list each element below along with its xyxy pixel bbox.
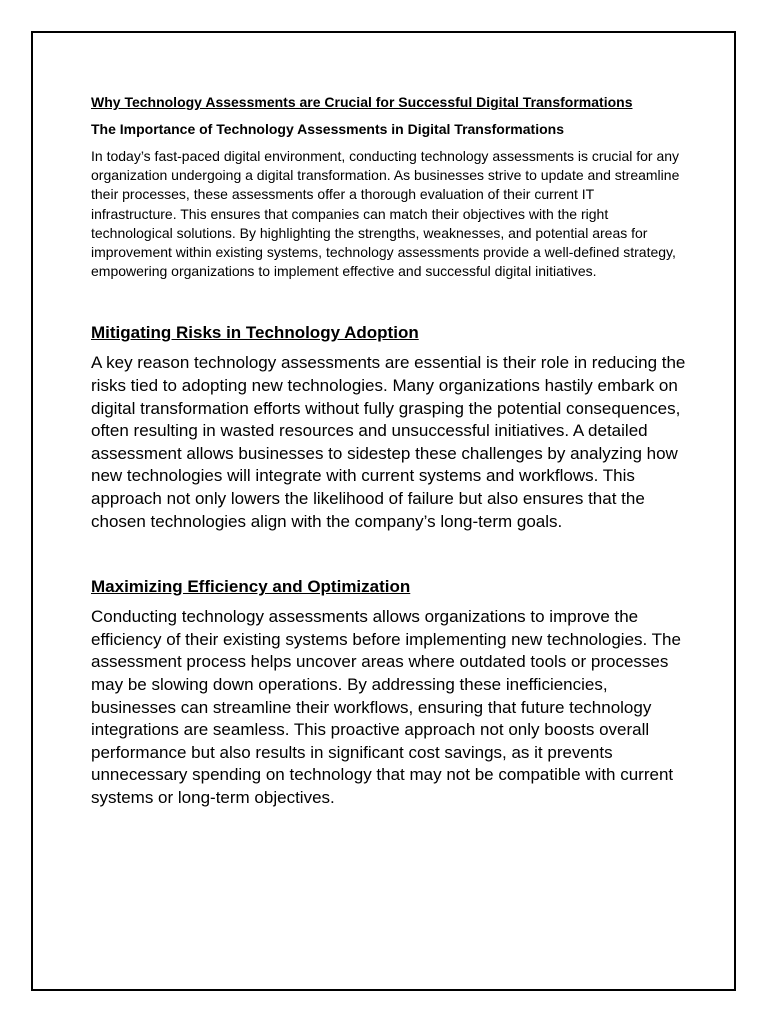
section-heading: Maximizing Efficiency and Optimization — [91, 577, 411, 597]
section-paragraph: Conducting technology assessments allows organizations to improve the efficiency of their existing systems before implementing new technologies. The assessment process helps uncover areas where outdated tools or processes may be slowing down operations. By addressing these inefficiencies, businesses can streamline their workflows, ensuring that future technology integrations are seamless. This proactive approach not only boosts overall performance but also results in significant cost savings, as it prevents unnecessary spending on technology that may not be compatible with current systems or long-term objectives. — [91, 607, 681, 807]
section-maximizing-efficiency — [91, 575, 691, 809]
intro-paragraph: In today’s fast-paced digital environment, conducting technology assessments is crucial for any organization undergoing a digital transformation. As businesses strive to update and streamline their processes, these assessments offer a thorough evaluation of their current IT infrastructure. This ensures that companies can match their objectives with the right technological solutions. By highlighting the strengths, weaknesses, and potential areas for improvement within existing systems, technology assessments provide a well-defined strategy, empowering organizations to implement effective and successful digital initiatives. — [91, 148, 680, 280]
document-title: Why Technology Assessments are Crucial for Successful Digital Transformations — [91, 94, 633, 110]
document-body — [91, 92, 691, 810]
section-paragraph: A key reason technology assessments are essential is their role in reducing the risks tied to adopting new technologies. Many organizations hastily embark on digital transformation efforts without fully grasping the potential consequences, often resulting in wasted resources and unsuccessful initiatives. A detailed assessment allows businesses to sidestep these challenges by analyzing how new technologies will integrate with current systems and workflows. This approach not only lowers the likelihood of failure but also ensures that the chosen technologies align with the company’s long-term goals. — [91, 353, 686, 531]
section-mitigating-risks — [91, 321, 691, 533]
intro-heading: The Importance of Technology Assessments in Digital Transformations — [91, 121, 564, 137]
section-heading: Mitigating Risks in Technology Adoption — [91, 323, 419, 343]
